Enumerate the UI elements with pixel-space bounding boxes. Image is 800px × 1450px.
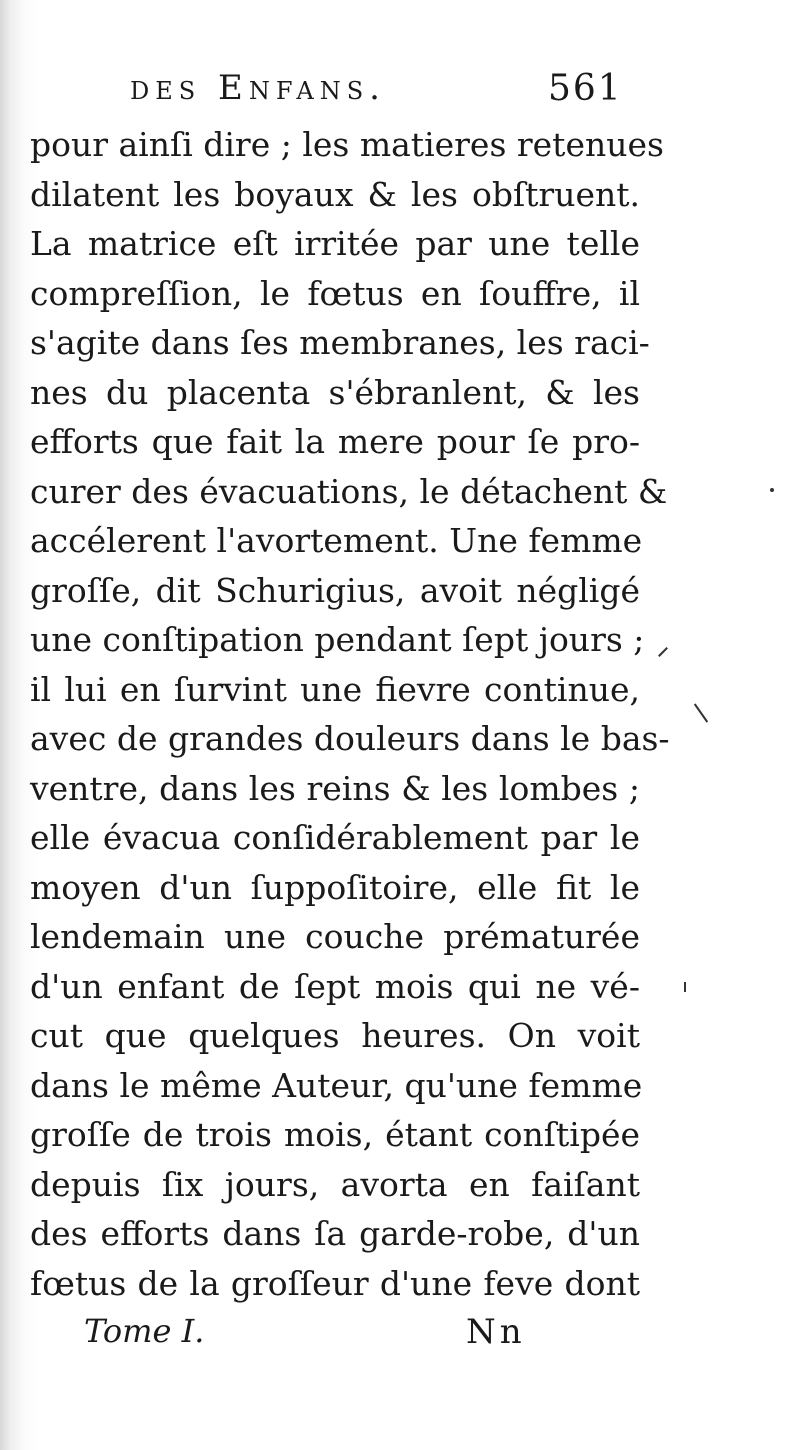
text-line: une conſtipation pendant ſept jours ;: [30, 620, 645, 659]
text-line: La matrice eſt irritée par une telle: [30, 224, 640, 263]
text-line: des efforts dans ſa garde-robe, d'un: [30, 1214, 640, 1253]
page-header: [0, 68, 800, 118]
text-line: s'agite dans ſes membranes, les raci-: [30, 323, 650, 362]
text-line: pour ainſi dire ; les matieres retenues: [30, 125, 664, 164]
text-line: curer des évacuations, le détachent &: [30, 471, 668, 511]
page-footer: [0, 1312, 800, 1362]
text-line: accélerent l'avortement. Une femme: [30, 521, 643, 560]
text-line: dans le même Auteur, qu'une femme: [30, 1065, 643, 1105]
text-line: ventre, dans les reins & les lombes ;: [30, 768, 640, 808]
ink-speck: [770, 488, 774, 492]
signature-mark: Nn: [466, 1312, 526, 1352]
text-line: depuis ſix jours, avorta en faiſant: [30, 1164, 640, 1204]
text-line: lendemain une couche prématurée: [30, 917, 640, 956]
page-number: 561: [548, 68, 623, 109]
body-text: [30, 120, 670, 1308]
text-line: moyen d'un ſuppoſitoire, elle fit le: [30, 867, 640, 907]
text-line: il lui en ſurvint une fievre continue,: [30, 669, 640, 709]
text-line: avec de grandes douleurs dans le bas-: [30, 719, 670, 758]
ink-speck: [658, 647, 668, 657]
running-head: des Enfans.: [130, 68, 386, 108]
text-line: groſſe, dit Schurigius, avoit négligé: [30, 570, 640, 610]
volume-label: Tome I.: [84, 1312, 205, 1350]
text-line: groſſe de trois mois, étant conſtipée: [30, 1115, 640, 1154]
text-line: d'un enfant de ſept mois qui ne vé-: [30, 966, 640, 1006]
text-line: efforts que fait la mere pour ſe pro-: [30, 422, 640, 461]
text-line: dilatent les boyaux & les obſtruent.: [30, 174, 640, 214]
ink-speck: [684, 982, 686, 992]
text-line: cut que quelques heures. On voit: [30, 1016, 640, 1055]
text-line: nes du placenta s'ébranlent, & les: [30, 372, 640, 412]
text-line: elle évacua conſidérablement par le: [30, 818, 640, 857]
ink-speck: [694, 703, 708, 722]
text-line: fœtus de la groſſeur d'une feve dont: [30, 1263, 640, 1303]
text-line: compreſſion, le fœtus en ſouffre, il: [30, 273, 640, 313]
